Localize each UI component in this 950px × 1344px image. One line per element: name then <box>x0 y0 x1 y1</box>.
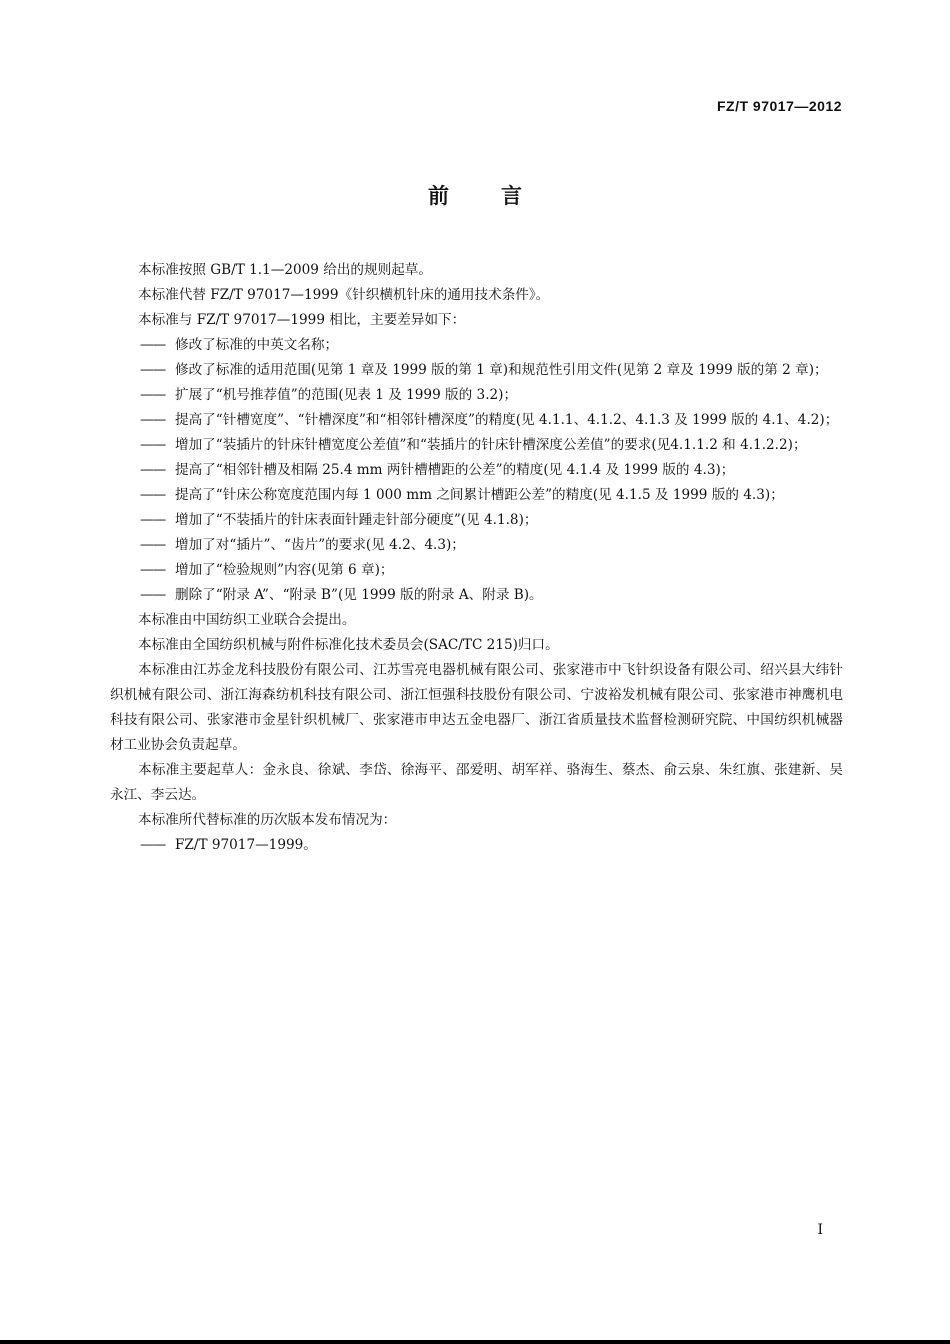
dash-marker: —— <box>140 562 166 578</box>
history-text: FZ/T 97017—1999。 <box>175 837 317 853</box>
paragraph: 本标准与 FZ/T 97017—1999 相比，主要差异如下： <box>138 312 466 328</box>
dash-marker: —— <box>140 537 166 553</box>
paragraph: 本标准所代替标准的历次版本发布情况为： <box>138 812 397 828</box>
standard-code: FZ/T 97017—2012 <box>716 98 842 114</box>
history-item <box>110 833 843 858</box>
change-item <box>110 483 843 508</box>
change-item <box>110 533 843 558</box>
change-item <box>110 458 843 483</box>
change-item <box>110 583 843 608</box>
page-title: 前言 <box>428 184 574 208</box>
paragraph: 本标准由江苏金龙科技股份有限公司、江苏雪亮电器机械有限公司、张家港市中飞针织设备有限公司、绍兴县大纬针织机械有限公司、浙江海森纺机科技有限公司、浙江恒强科技股份有限公司、宁波裕发机械有限公司、张家港市神鹰机电科技有限公司、张家港市金星针织机械厂、张家港市申达五金电器厂、浙江省质量技术监督检测研究院、中国纺织机械器材工业协会负责起草。 <box>110 662 843 753</box>
change-text: 扩展了“机号推荐值”的范围(见表 1 及 1999 版的 3.2)； <box>175 387 518 403</box>
dash-marker: —— <box>140 487 166 503</box>
change-item <box>110 333 843 358</box>
dash-marker: —— <box>140 412 166 428</box>
paragraph: 本标准由全国纺织机械与附件标准化技术委员会(SAC/TC 215)归口。 <box>138 637 559 653</box>
change-text: 删除了“附录 A”、“附录 B”(见 1999 版的附录 A、附录 B)。 <box>175 587 543 603</box>
change-text: 增加了“装插片的针床针槽宽度公差值”和“装插片的针床针槽深度公差值”的要求(见4.1.1.2 和 4.1.2.2)； <box>175 437 807 453</box>
page-number: I <box>817 1222 823 1238</box>
change-text: 提高了“针床公称宽度范围内每 1 000 mm 之间累计槽距公差”的精度(见 4.1.5 及 1999 版的 4.3)； <box>175 487 784 503</box>
dash-marker: —— <box>140 362 166 378</box>
dash-marker: —— <box>140 337 166 353</box>
dash-marker: —— <box>140 587 166 603</box>
dash-marker: —— <box>140 387 166 403</box>
change-item <box>110 508 843 533</box>
change-item <box>110 383 843 408</box>
change-text: 修改了标准的中英文名称； <box>175 337 339 353</box>
paragraph: 本标准代替 FZ/T 97017—1999《针织横机针床的通用技术条件》。 <box>138 287 550 303</box>
change-item <box>110 558 843 583</box>
change-item <box>110 433 843 458</box>
change-text: 增加了“检验规则”内容(见第 6 章)； <box>175 562 394 578</box>
dash-marker: —— <box>140 462 166 478</box>
paragraph: 本标准主要起草人：金永良、徐斌、李岱、徐海平、邵爱明、胡军祥、骆海生、蔡杰、俞云泉、朱红旗、张建新、吴永江、李云达。 <box>110 762 843 803</box>
dash-marker: —— <box>140 437 166 453</box>
change-text: 提高了“相邻针槽及相隔 25.4 mm 两针槽槽距的公差”的精度(见 4.1.4 及 1999 版的 4.3)； <box>175 462 735 478</box>
change-item <box>110 408 843 433</box>
change-text: 修改了标准的适用范围(见第 1 章及 1999 版的第 1 章)和规范性引用文件(见第 2 章及 1999 版的第 2 章)； <box>175 362 828 378</box>
change-text: 增加了“不装插片的针床表面针踵走针部分硬度”(见 4.1.8)； <box>175 512 538 528</box>
change-text: 提高了“针槽宽度”、“针槽深度”和“相邻针槽深度”的精度(见 4.1.1、4.1.2、4.1.3 及 1999 版的 4.1、4.2)； <box>175 412 839 428</box>
change-item <box>110 358 843 383</box>
dash-marker: —— <box>140 512 166 528</box>
bottom-divider <box>0 1340 950 1344</box>
foreword-body <box>110 258 843 858</box>
paragraph: 本标准由中国纺织工业联合会提出。 <box>138 612 356 628</box>
paragraph: 本标准按照 GB/T 1.1—2009 给出的规则起草。 <box>138 262 432 278</box>
dash-marker: —— <box>140 837 166 853</box>
change-text: 增加了对“插片”、“齿片”的要求(见 4.2、4.3)； <box>175 537 465 553</box>
